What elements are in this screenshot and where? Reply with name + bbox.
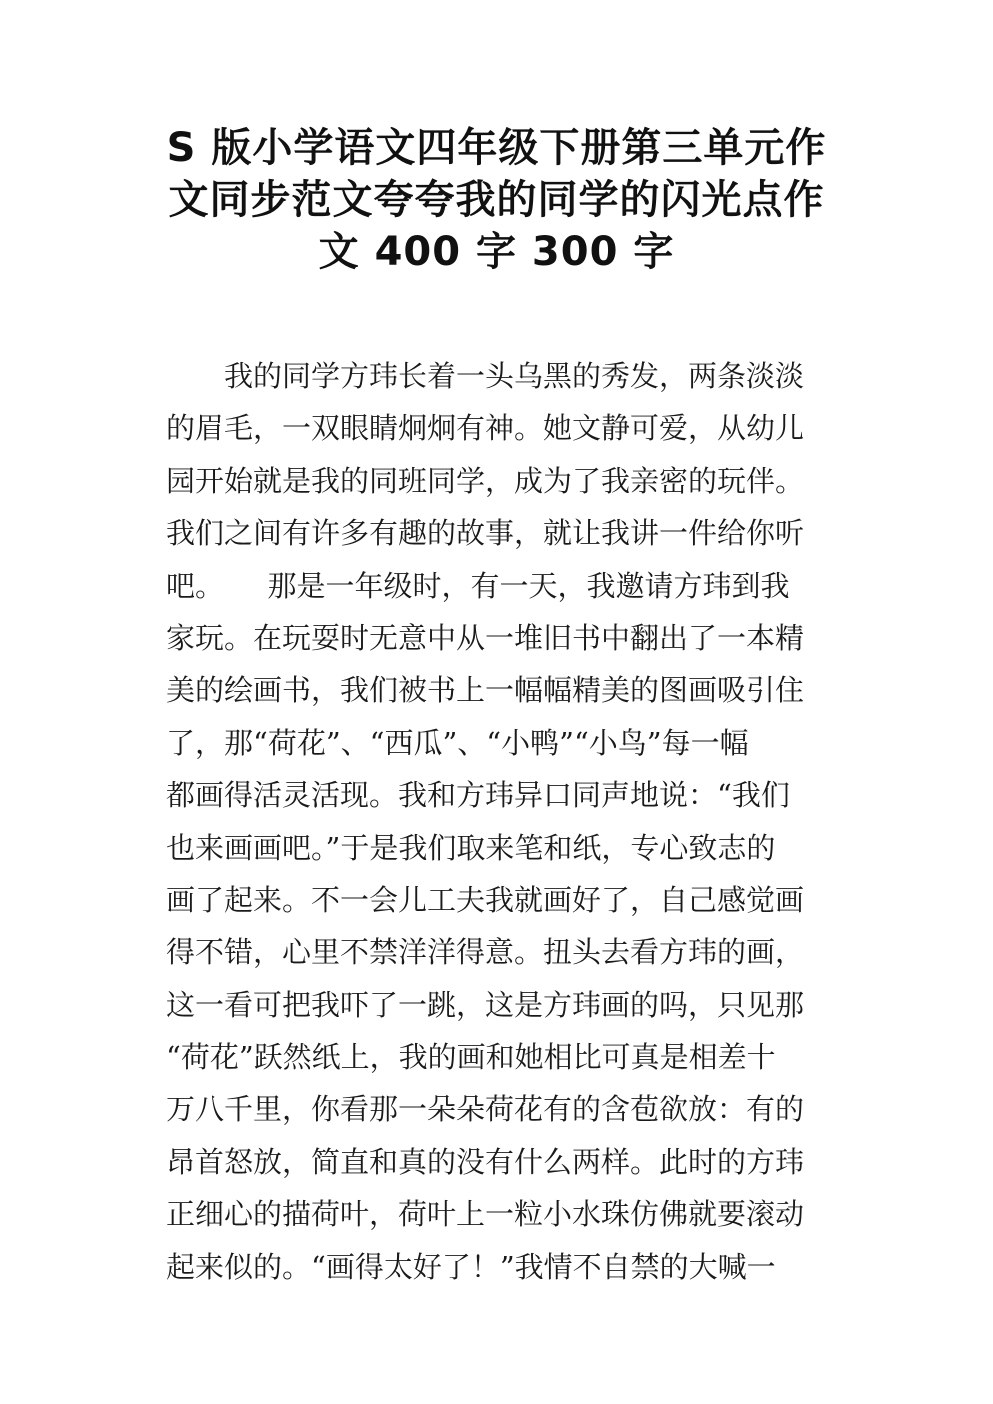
body-line: 吧。 那是一年级时，有一天，我邀请方玮到我 <box>166 568 790 603</box>
body-line: 家玩。在玩耍时无意中从一堆旧书中翻出了一本精 <box>166 620 805 655</box>
body-line: 这一看可把我吓了一跳，这是方玮画的吗，只见那 <box>166 987 805 1022</box>
body-line: 我们之间有许多有趣的故事，就让我讲一件给你听 <box>166 516 805 551</box>
body-line: 画了起来。不一会儿工夫我就画好了，自己感觉画 <box>166 882 805 917</box>
body-line: 得不错，心里不禁洋洋得意。扭头去看方玮的画， <box>166 935 805 970</box>
body-line: 起来似的。“画得太好了！”我情不自禁的大喊一 <box>166 1249 776 1284</box>
body-line: 都画得活灵活现。我和方玮异口同声地说：“我们 <box>166 778 790 813</box>
body-line: 的眉毛，一双眼睛炯炯有神。她文静可爱，从幼儿 <box>166 411 805 446</box>
body-line: “荷花”跃然纸上，我的画和她相比可真是相差十 <box>166 1040 776 1075</box>
body-line: 正细心的描荷叶，荷叶上一粒小水珠仿佛就要滚动 <box>166 1197 805 1232</box>
body-line: 美的绘画书，我们被书上一幅幅精美的图画吸引住 <box>166 673 805 708</box>
title-line: S 版小学语文四年级下册第三单元作 <box>166 125 827 171</box>
body-line: 了，那“荷花”、“西瓜”、“小鸭”“小鸟”每一幅 <box>166 725 749 760</box>
title-line: 文 400 字 300 字 <box>318 229 675 275</box>
document-title <box>150 122 843 278</box>
body-line: 万八千里，你看那一朵朵荷花有的含苞欲放：有的 <box>166 1092 805 1127</box>
body-line: 我的同学方玮长着一头乌黑的秀发，两条淡淡 <box>166 359 805 393</box>
title-line: 文同步范文夸夸我的同学的闪光点作 <box>168 177 825 223</box>
body-line: 也来画画吧。”于是我们取来笔和纸，专心致志的 <box>166 830 776 865</box>
body-line: 园开始就是我的同班同学，成为了我亲密的玩伴。 <box>166 463 805 498</box>
body-line: 昂首怒放，简直和真的没有什么两样。此时的方玮 <box>166 1144 805 1179</box>
essay-body <box>166 350 836 1293</box>
